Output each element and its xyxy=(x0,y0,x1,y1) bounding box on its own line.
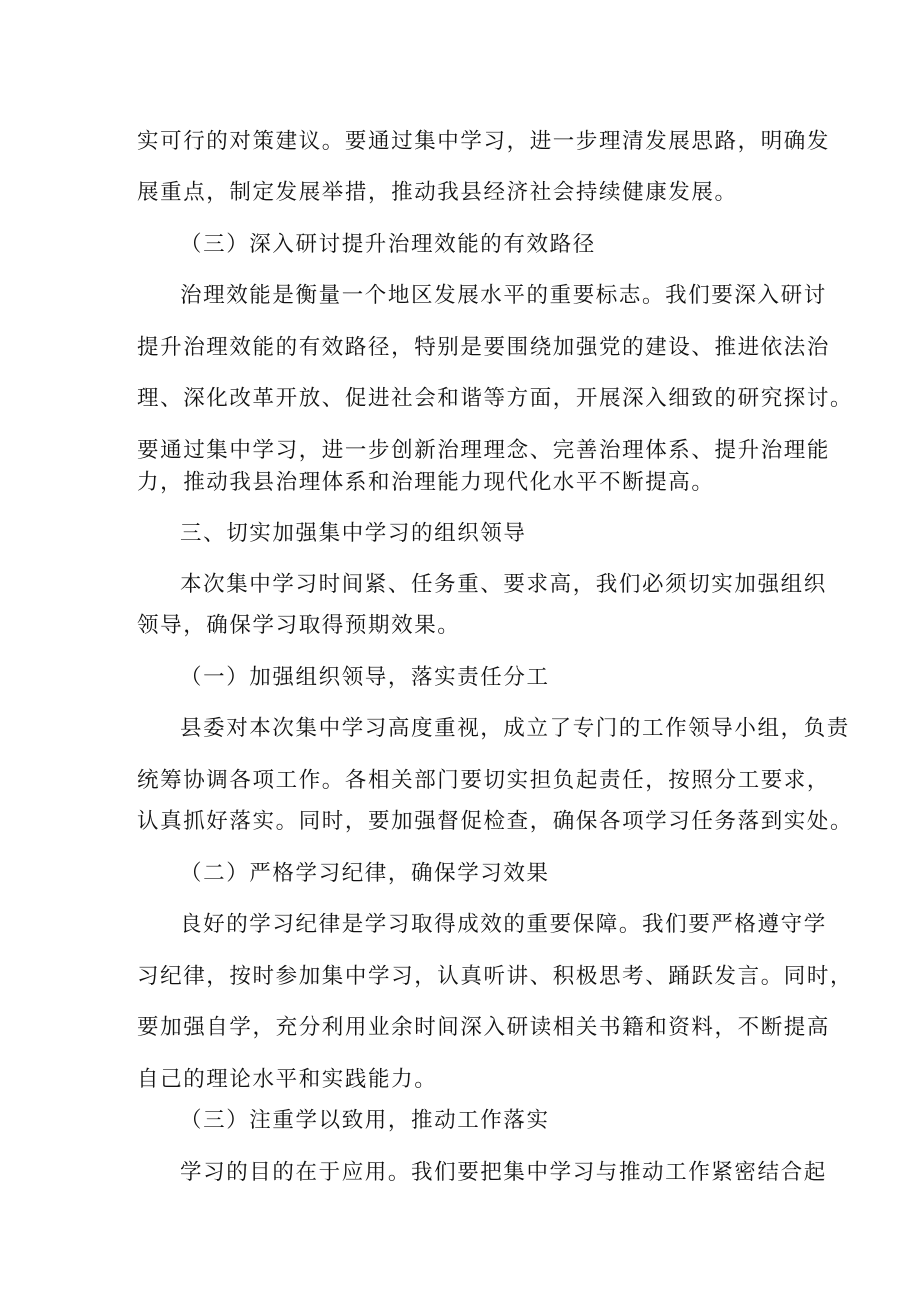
body-text-line: 实可行的对策建议。要通过集中学习，进一步理清发展思路，明确发 xyxy=(137,129,831,154)
body-text-line: 自己的理论水平和实践能力。 xyxy=(137,1067,438,1092)
section-heading: 三、切实加强集中学习的组织领导 xyxy=(180,521,527,546)
body-text-line: 理、深化改革开放、促进社会和谐等方面，开展深入细致的研究探讨。 xyxy=(137,386,854,411)
subsection-heading: （一）加强组织领导，落实责任分工 xyxy=(180,665,550,690)
body-text-line: 提升治理效能的有效路径，特别是要围绕加强党的建设、推进依法治 xyxy=(137,335,831,360)
subsection-heading: （三）注重学以致用，推动工作落实 xyxy=(180,1108,550,1133)
paragraph-first-line: 治理效能是衡量一个地区发展水平的重要标志。我们要深入研讨 xyxy=(180,283,827,308)
body-text-line: 习纪律，按时参加集中学习，认真听讲、积极思考、踊跃发言。同时， xyxy=(137,964,854,989)
body-text-line: 领导，确保学习取得预期效果。 xyxy=(137,613,461,638)
paragraph-first-line: 县委对本次集中学习高度重视，成立了专门的工作领导小组，负责 xyxy=(180,716,850,741)
subsection-heading: （二）严格学习纪律，确保学习效果 xyxy=(180,861,550,886)
body-text-line: 展重点，制定发展举措，推动我县经济社会持续健康发展。 xyxy=(137,180,738,205)
body-text-line: 要通过集中学习，进一步创新治理理念、完善治理体系、提升治理能 xyxy=(137,438,831,463)
paragraph-first-line: 本次集中学习时间紧、任务重、要求高，我们必须切实加强组织 xyxy=(180,572,827,597)
paragraph-first-line: 良好的学习纪律是学习取得成效的重要保障。我们要严格遵守学 xyxy=(180,912,827,937)
paragraph-first-line: 学习的目的在于应用。我们要把集中学习与推动工作紧密结合起 xyxy=(180,1160,827,1185)
body-text-line: 力，推动我县治理体系和治理能力现代化水平不断提高。 xyxy=(137,470,715,495)
subsection-heading: （三）深入研讨提升治理效能的有效路径 xyxy=(180,232,596,257)
body-text-line: 统筹协调各项工作。各相关部门要切实担负起责任，按照分工要求， xyxy=(137,768,831,793)
body-text-line: 要加强自学，充分利用业余时间深入研读相关书籍和资料，不断提高 xyxy=(137,1015,831,1040)
body-text-line: 认真抓好落实。同时，要加强督促检查，确保各项学习任务落到实处。 xyxy=(137,809,854,834)
